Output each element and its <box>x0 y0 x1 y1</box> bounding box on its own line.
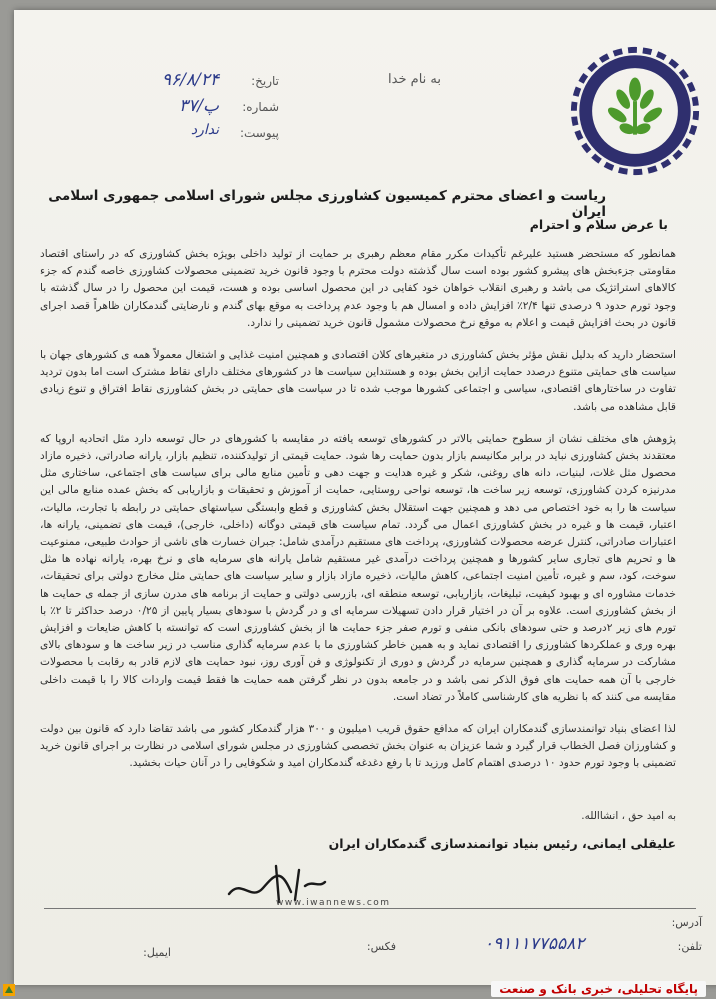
number-label: شماره: <box>242 100 279 114</box>
letter-page <box>14 10 716 985</box>
date-row <box>69 70 279 96</box>
number-value: ۳۷/پ <box>178 96 219 116</box>
number-row <box>69 96 279 122</box>
date-label: تاریخ: <box>251 74 279 88</box>
attachment-row <box>69 122 279 148</box>
website-url: www.iwannews.com <box>276 898 391 908</box>
watermark-bar <box>0 977 716 999</box>
email-row <box>143 946 171 959</box>
paragraph: استحضار دارید که بدلیل نقش مؤثر بخش کشاورزی در متغیرهای کلان اقتصادی و همچنین امنیت غذایی و اشتغال معمولاً همه ی کشورهای جهان با سیاست های حمایتی متنوع درصدد حمایت ازاین بخش بوده و هستنداین سیاست ها در کشورهای مختلف دارای نقاط مشترک است اما بدون تردید تفاوت در ساختارهای اقتصادی، سیاسی و اجتماعی کشورها موجب شده تا در سیاست های حمایتی در بخش کشاورزی نقاط افتراق و تنوع زیادی قابل مشاهده می باشد. <box>40 349 676 413</box>
signer-name: علیقلی ایمانی، رئیس بنیاد توانمندسازی گندمکاران ایران <box>328 836 676 851</box>
corner-mark-icon <box>2 983 16 997</box>
attachment-label: پیوست: <box>239 126 279 140</box>
paragraph: همانطور که مستحضر هستید علیرغم تأکیدات مکرر مقام معظم رهبری بر حمایت از تولید داخلی بویژه بخش کشاورزی که در راستای اقتصاد مقاومتی جزءبخش های پیشرو کشور بوده است سال گذشته دولت محترم با وجود قانون خرید تضمینی محصولات کشاورزی خاصه گندم که جزء کالاهای استراتژیک می باشد و رهبری انقلاب خواهان خود کفایی در این محصول اساسی بوده و هست، قیمت این محصول را در سال گذشته با وجود تورم حدود ۹ درصدی تنها ۲/۴٪ افزایش داده و امسال هم با وجود عدم پرداخت به موقع بهای گندم و نارضایتی گندمکاران ظاهراً قصد اجرای قانون در بحث افزایش قیمت و اعلام به موقع نرخ محصولات مشمول قانون خرید تضمینی را ندارد. <box>40 248 676 329</box>
phone-row <box>678 940 702 953</box>
email-label: ایمیل: <box>143 946 171 959</box>
letter-meta <box>69 70 279 148</box>
paragraph: پژوهش های مختلف نشان از سطوح حمایتی بالاتر در کشورهای توسعه یافته در مقایسه با کشورهای در حال توسعه دارد مثل اتحادیه اروپا که معتقدند بخش کشاورزی نباید در برابر مکانیسم بازار بدون حمایت رها شود. حمایت قیمتی از تولیدکننده، تنظیم بازار، یارانه صادراتی، ذخیره مازاد محصول مثل غلات، لبنیات، دانه های روغنی، شکر و غیره هدایت و جهت دهی و تأمین منابع مالی برای سیاست های اجتماعی، ساختاری مثل مدرنیزه کردن کشاورزی، توسعه زیر ساخت ها، توسعه نواحی روستایی، حمایت از آموزش و تحقیقات و بازاریابی که بخش عمده منابع مالی این سیاست ها را به خود اختصاص می دهد و همچنین جهت استقلال بخش کشاورزی و قطع وابستگی سیاستهای حمایتی در رابطه با تجارت، مالیات، اعتبار، قیمت ها و غیره در بخش کشاورزی اعمال می گردد. تمام سیاست های قیمتی دوگانه (داخلی، خارجی)، قیمت های تضمینی، یارانه ها، اعتبارات صادراتی، کنترل عرضه محصولات کشاورزی، پرداخت های مستقیم درآمدی شامل: جبران خسارت های ناشی از حوادث طبیعی، ممنوعیت ها و تحریم های تجاری سایر کشورها و همچنین پرداخت درآمدی غیر مستقیم شامل یارانه های سرمایه های و نرخ بهره، یارانه نهاده ها مثل سوخت، کود، سم و غیره، تأمین امنیت اجتماعی، کاهش مالیات، ذخیره مازاد بازار و سایر سیاست های حمایتی مثل مخارج دولتی برای تحقیقات، خدمات مشاوره ای و بهبود کیفیت، تبلیغات، بازاریابی، توسعه منطقه ای، بازرسی دولتی و حمایت از برنامه های مدرن سازی از جمله ی حمایت ها از بخش کشاورزی است. علاوه بر آن در اختیار قرار دادن تسهیلات سرمایه ای و در گردش با سودهای بسیار پایین از ۰/۲۵ درصد حداکثر تا ۲٪ با تورم های زیر ۲درصد و حتی سودهای بانکی منفی و تورم صفر جزء حمایت ها از بخش کشاورزی است که توانسته با کاهش ضایعات و افزایش بهره وری و عملکردها کشاورزی را اقتصادی نماید و به همین خاطر کشاورزی ما با عدم سرمایه گذاری مناسب در زیر ساخت ها و سودهای بالای مشارکت در سرمایه گذاری و همچنین سرمایه در گردش و دوری از تکنولوژی و فن آوری روز، نبود حمایت های لازم قادر به رقابت با محصولات خارجی با آن همه حمایت های فوق الذکر نمی باشد و در جامعه بدون در نظر گرفتن همه حمایت ها فقط قیمت واردات کالا را با قیمت داخلی مقایسه می کنند که با نظریه های کارشناسی کاملاً در تضاد است. <box>40 432 677 703</box>
salutation: با عرض سلام و احترام <box>529 217 668 232</box>
watermark-text: پایگاه تحلیلی، خبری بانک و صنعت <box>491 981 706 997</box>
fax-row <box>367 940 396 953</box>
fax-label: فکس: <box>366 940 396 953</box>
bismillah-header: به نام خدا <box>388 72 441 87</box>
foundation-logo <box>566 42 704 180</box>
letter-body <box>40 246 676 788</box>
address-label: آدرس: <box>671 916 702 929</box>
closing-line: به امید حق ، انشاالله. <box>581 810 676 822</box>
footer-divider <box>44 908 696 909</box>
address-row <box>672 916 702 929</box>
phone-value: ۰۹۱۱۱۷۷۵۵۸۲ <box>484 934 585 954</box>
paragraph: لذا اعضای بنیاد توانمندسازی گندمکاران ایران که مدافع حقوق قریب ۱میلیون و ۳۰۰ هزار گندمکار کشور می باشد تقاضا دارد که قانون بین دولت و کشاورزان فصل الخطاب قرار گیرد و شما عزیزان به عنوان بخش تخصصی کشاورزی در مجلس شورای اسلامی در نظارت بر اجرای قانون خرید تضمینی با وجود تورم حدود ۱۰ درصدی اهتمام کامل ورزید تا با رفع دغدغه گندمکاران امید و شکوفایی را در آنان حیات بخشید. <box>40 723 676 770</box>
letter-heading: ریاست و اعضای محترم کمیسیون کشاورزی مجلس شورای اسلامی جمهوری اسلامی ایران <box>48 188 606 220</box>
date-value: ۹۶/۸/۲۴ <box>161 70 219 90</box>
phone-label: تلفن: <box>677 940 702 953</box>
attachment-value: ندارد <box>190 122 219 138</box>
